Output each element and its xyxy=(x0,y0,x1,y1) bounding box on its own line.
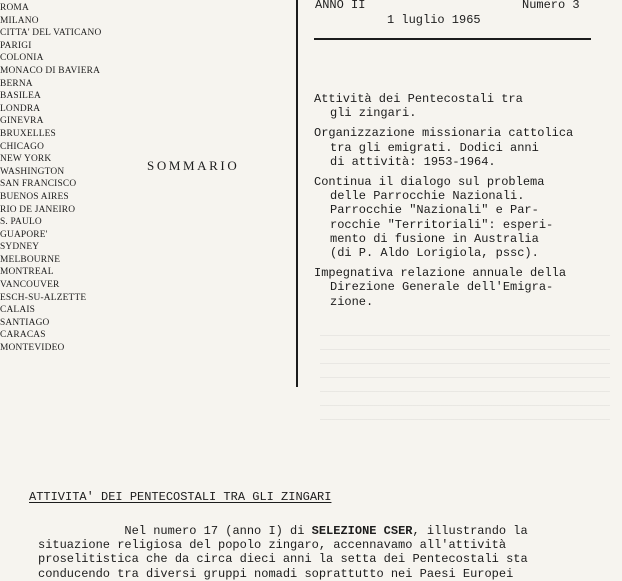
city-item: CHICAGO xyxy=(0,141,45,152)
city-item: ROMA xyxy=(0,3,29,13)
city-item: GUAPORE' xyxy=(0,229,48,240)
city-item: S. PAULO xyxy=(0,217,42,228)
issue-date: 1 luglio 1965 xyxy=(387,13,481,27)
city-item: BUENOS AIRES xyxy=(0,191,69,202)
city-item: CARACAS xyxy=(0,330,46,341)
city-item: CITTA' DEL VATICANO xyxy=(0,28,102,39)
publication-name: SELEZIONE CSER xyxy=(311,524,413,538)
city-item: BASILEA xyxy=(0,91,41,102)
city-list xyxy=(0,2,150,355)
city-item: WASHINGTON xyxy=(0,166,65,177)
city-item: CALAIS xyxy=(0,305,36,316)
body-rest: , illustrando la situazione religiosa del popolo zingaro, accennavamo all'attività proselitistica che da circa dieci anni la setta dei Pentecostali sta conducendo tra diversi gruppi nomadi soprattutto nei Paesi Europei xyxy=(38,524,528,581)
city-item: MONTEVIDEO xyxy=(0,343,65,354)
body-intro: Nel numero 17 (anno I) di xyxy=(124,524,312,538)
section-title: ATTIVITA' DEI PENTECOSTALI TRA GLI ZINGARI xyxy=(29,490,332,504)
city-item: SAN FRANCISCO xyxy=(0,179,77,190)
city-item: ESCH-SU-ALZETTE xyxy=(0,292,87,303)
city-item: SYDNEY xyxy=(0,242,40,253)
summary-entry: Impegnativa relazione annuale della Direzione Generale dell'Emigra- zione. xyxy=(314,266,567,309)
summary-entry: Organizzazione missionaria cattolica tra gli emigrati. Dodici anni di attività: 1953-1964. xyxy=(314,126,574,169)
body-paragraph xyxy=(38,524,618,581)
bleed-through-texture xyxy=(320,330,610,420)
city-item: SANTIAGO xyxy=(0,317,50,328)
city-item: VANCOUVER xyxy=(0,280,60,291)
summary-entry: Attività dei Pentecostali tra gli zingari. xyxy=(314,92,523,121)
city-item: MONACO DI BAVIERA xyxy=(0,65,101,76)
city-item: LONDRA xyxy=(0,103,41,114)
issue-year: ANNO II xyxy=(315,0,366,12)
city-item: PARIGI xyxy=(0,40,32,51)
city-item: MELBOURNE xyxy=(0,254,61,265)
city-item: BERNA xyxy=(0,78,33,89)
city-item: MONTREAL xyxy=(0,267,54,278)
vertical-divider xyxy=(296,0,298,387)
summary-list xyxy=(314,92,614,315)
city-item: BRUXELLES xyxy=(0,128,56,139)
header-rule xyxy=(314,38,591,40)
sommario-heading: SOMMARIO xyxy=(147,158,240,173)
city-item: GINEVRA xyxy=(0,116,44,127)
city-item: NEW YORK xyxy=(0,154,52,165)
city-item: COLONIA xyxy=(0,53,44,64)
city-item: RIO DE JANEIRO xyxy=(0,204,76,215)
city-item: MILANO xyxy=(0,15,39,26)
issue-number: Numero 3 xyxy=(522,0,580,12)
summary-entry: Continua il dialogo sul problema delle Parrocchie Nazionali. Parrocchie "Nazionali" e Par- rocchie "Territoriali": esperi- mento di fusione in Australia (di P. Aldo Lorigiola, pssc). xyxy=(314,175,554,261)
